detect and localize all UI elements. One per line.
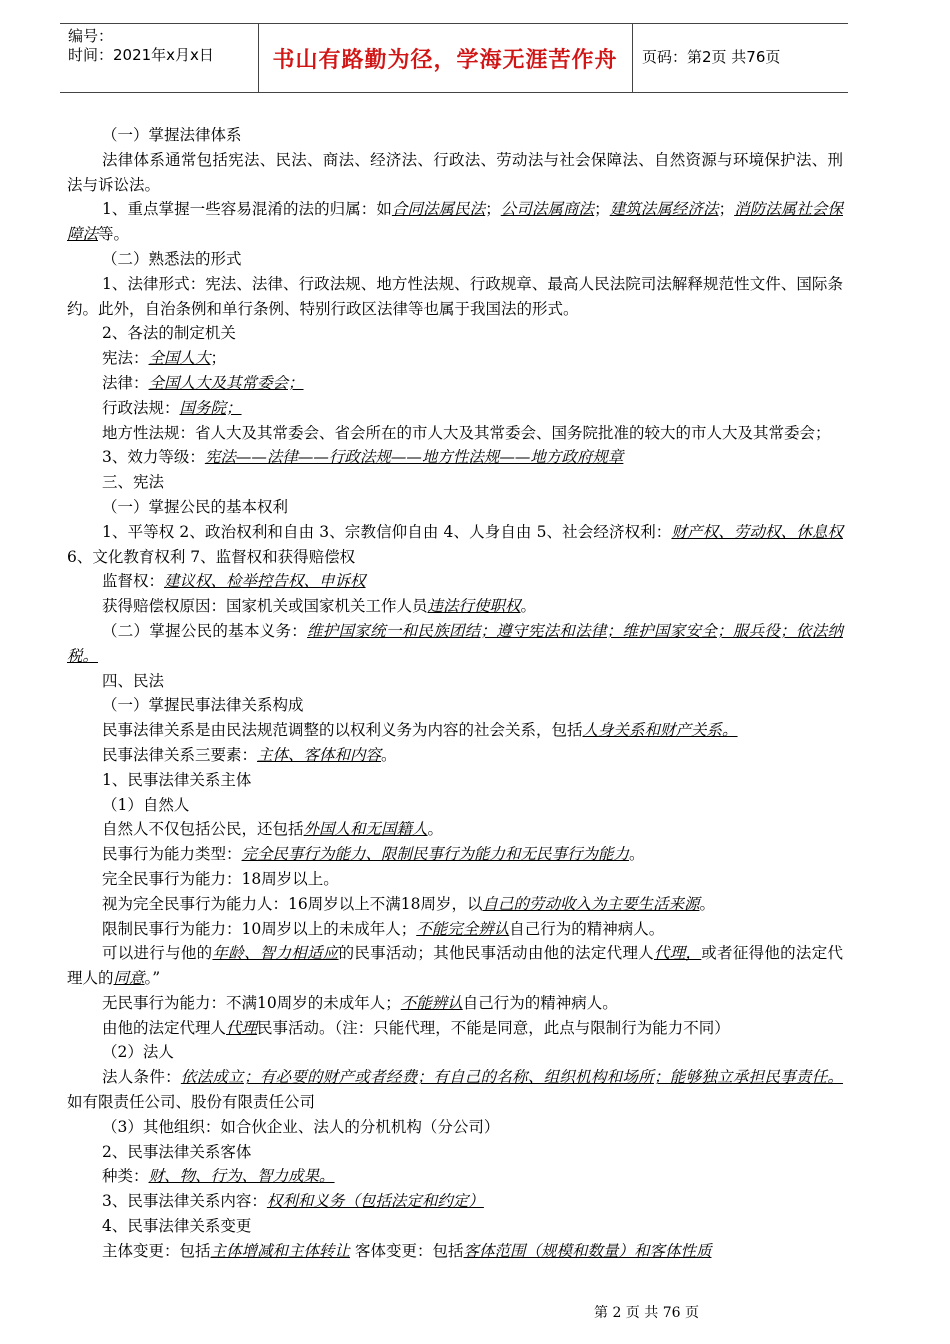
paragraph [67,247,843,272]
paragraph [67,941,843,991]
text-run: 如有限责任公司、股份有限责任公司 [67,1093,316,1112]
underlined-term: 年龄、智力相适应 [212,944,339,963]
underlined-term: 不能辨认 [400,993,463,1012]
text-run: 1、平等权 2、政治权利和自由 3、宗教信仰自由 4、人身自由 5、社会经济权利： [102,522,672,541]
text-run: 地方性法规：省人大及其常委会、省会所在的市人大及其常委会、国务院批准的较大的市人大及其常委会； [102,423,831,442]
underlined-term: 依法成立；有必要的财产或者经费；有自己的名称、组织机构和场所；能够独立承担民事责任。 [180,1068,843,1087]
text-run: 3、民事法律关系内容： [102,1192,267,1211]
paragraph [67,421,843,446]
text-run: 完全民事行为能力：18周岁以上。 [102,869,339,888]
text-run: 自然人不仅包括公民，还包括 [102,820,304,839]
serial-label: 编号： [68,27,114,45]
paragraph [67,1016,843,1041]
text-run: 民事法律关系三要素： [102,745,258,764]
paragraph [67,693,843,718]
paragraph [67,1040,843,1065]
paragraph [67,867,843,892]
underlined-term: 全国人大及其常委会； [148,373,304,392]
text-run: 1、重点掌握一些容易混淆的法的归属：如 [102,200,392,219]
text-run: （一）掌握法律体系 [102,126,242,144]
underlined-term: 合同法属民法 [391,200,486,219]
paragraph [67,520,843,570]
text-run: ； [485,200,501,219]
underlined-term: 全国人大 [148,349,211,368]
text-run: 可以进行与他的 [102,944,213,963]
text-run: 。 [520,597,537,616]
paragraph [67,917,843,942]
text-run: （二）掌握公民的基本义务： [102,621,308,640]
text-run: 民事活动。（注：只能代理，不能是同意，此点与限制行为能力不同） [257,1018,730,1037]
text-run: 无民事行为能力：不满10周岁的未成年人； [102,993,401,1012]
paragraph [67,321,843,346]
underlined-term: 人身关系和财产关系。 [582,721,738,740]
text-run: （一）掌握公民的基本权利 [102,497,289,516]
header-divider [632,24,633,92]
paragraph [67,842,843,867]
header-motto: 书山有路勤为径，学海无涯苦作舟 [272,47,618,73]
text-run: 视为完全民事行为能力人：16周岁以上不满18周岁，以 [102,894,483,913]
paragraph [67,346,843,371]
text-run: 民事法律关系是由民法规范调整的以权利义务为内容的社会关系，包括 [102,721,583,740]
paragraph [67,619,843,669]
text-run: 2、各法的制定机关 [102,324,236,343]
underlined-term: 不能完全辨认 [416,919,510,938]
text-run: 获得赔偿权原因：国家机关或国家机关工作人员 [102,597,428,616]
text-run: 6、文化教育权利 7、监督权和获得赔偿权 [67,547,356,566]
paragraph [67,272,843,322]
underlined-term: 财、物、行为、智力成果。 [148,1167,335,1186]
text-run: 宪法： [102,349,149,368]
underlined-term: 宪法——法律——行政法规——地方性法规——地方政府规章 [204,448,624,467]
text-run: 监督权： [102,572,165,591]
text-run: 1、民事法律关系主体 [102,770,252,789]
underlined-term: 国务院； [179,398,242,417]
text-run: 民事行为能力类型： [102,845,242,864]
underlined-term: 完全民事行为能力、限制民事行为能力和无民事行为能力 [241,845,630,864]
underlined-term: 维护国家统一和民族团结；遵守宪法和法律；维护国家安全；服兵役；依法纳税。 [67,621,843,665]
paragraph [67,1189,843,1214]
text-run: 。 [427,820,444,839]
underlined-term: 建议权、检举控告权、申诉权 [164,572,366,591]
underlined-term: 公司法属商法 [500,200,595,219]
text-run: 法人条件： [102,1068,181,1087]
paragraph [67,892,843,917]
text-run: 等。 [98,225,130,244]
text-run: （1）自然人 [102,795,190,814]
paragraph [67,1214,843,1239]
underlined-term: 同意 [113,969,145,988]
paragraph [67,1239,843,1264]
paragraph [67,1115,843,1140]
header-meta [68,27,214,65]
underlined-term: 权利和义务（包括法定和约定） [266,1192,484,1211]
document-body [67,123,843,1264]
underlined-term: 违法行使职权 [427,597,521,616]
paragraph [67,991,843,1016]
text-run: 自己行为的精神病人。 [462,993,618,1012]
text-run: 种类： [102,1167,149,1186]
text-run: 。 [699,894,715,913]
text-run: 。” [144,969,161,988]
text-run: 主体变更：包括 [102,1241,211,1260]
text-run: （一）掌握民事法律关系构成 [102,696,304,715]
text-run: 2、民事法律关系客体 [102,1142,252,1161]
underlined-term: 代理 [226,1018,258,1037]
text-run: 。 [381,745,397,764]
underlined-term: 主体、客体和内容 [257,745,382,764]
text-run: 。 [629,845,645,864]
text-run: 行政法规： [102,398,180,417]
paragraph [67,396,843,421]
paragraph [67,569,843,594]
text-run: 法律体系通常包括宪法、民法、商法、经济法、行政法、劳动法与社会保障法、自然资源与环境保护法、刑法与诉讼法。 [67,150,843,194]
text-run: 法律： [102,373,149,392]
paragraph [67,768,843,793]
text-run: ； [210,349,227,368]
text-run: ； [594,200,610,219]
underlined-term: 消防法属社会保障法 [67,200,843,244]
text-run: 的民事活动；其他民事活动由他的法定代理人 [338,944,654,963]
paragraph [67,669,843,694]
page-footer: 第 2 页 共 76 页 [594,1305,699,1321]
paragraph [67,123,843,148]
time-label: 时间：2021年x月x日 [68,46,214,64]
text-run: 客体变更：包括 [350,1241,464,1260]
text-run: 1、法律形式：宪法、法律、行政法规、地方性法规、行政规章、最高人民法院司法解释规范性文件、国际条约。此外，自治条例和单行条例、特别行政区法律等也属于我国法的形式。 [67,274,843,318]
underlined-term: 财产权、劳动权、休息权 [671,522,843,541]
underlined-term: 自己的劳动收入为主要生活来源 [482,894,700,913]
page-header [60,23,848,93]
text-run: 限制民事行为能力：10周岁以上的未成年人； [102,919,417,938]
paragraph [67,371,843,396]
text-run: 由他的法定代理人 [102,1018,227,1037]
paragraph [67,148,843,198]
paragraph [67,594,843,619]
text-run: ； [718,200,735,219]
text-run: 自己行为的精神病人。 [509,919,665,938]
paragraph [67,495,843,520]
text-run: 四、民法 [102,671,165,690]
underlined-term: 外国人和无国籍人 [303,820,428,839]
text-run: 3、效力等级： [102,448,205,467]
underlined-term: 客体范围（规模和数量）和客体性质 [463,1241,712,1260]
paragraph [67,197,843,247]
text-run: 4、民事法律关系变更 [102,1217,252,1236]
paragraph [67,1164,843,1189]
paragraph [67,1065,843,1115]
paragraph [67,718,843,743]
paragraph [67,470,843,495]
text-run: （2）法人 [102,1043,174,1062]
underlined-term: 主体增减和主体转让 [210,1241,351,1260]
header-page-number: 页码：第2页 共76页 [642,48,781,66]
text-run: （3）其他组织：如合伙企业、法人的分机机构（分公司） [102,1117,500,1136]
paragraph [67,817,843,842]
paragraph [67,793,843,818]
text-run: 三、宪法 [102,473,165,492]
paragraph [67,1140,843,1165]
text-run: （二）熟悉法的形式 [102,249,242,268]
paragraph [67,743,843,768]
underlined-term: 代理， [653,944,702,963]
underlined-term: 建筑法属经济法 [609,200,719,219]
paragraph [67,445,843,470]
text-run: 或者征得他的法定代理人的 [67,944,843,988]
